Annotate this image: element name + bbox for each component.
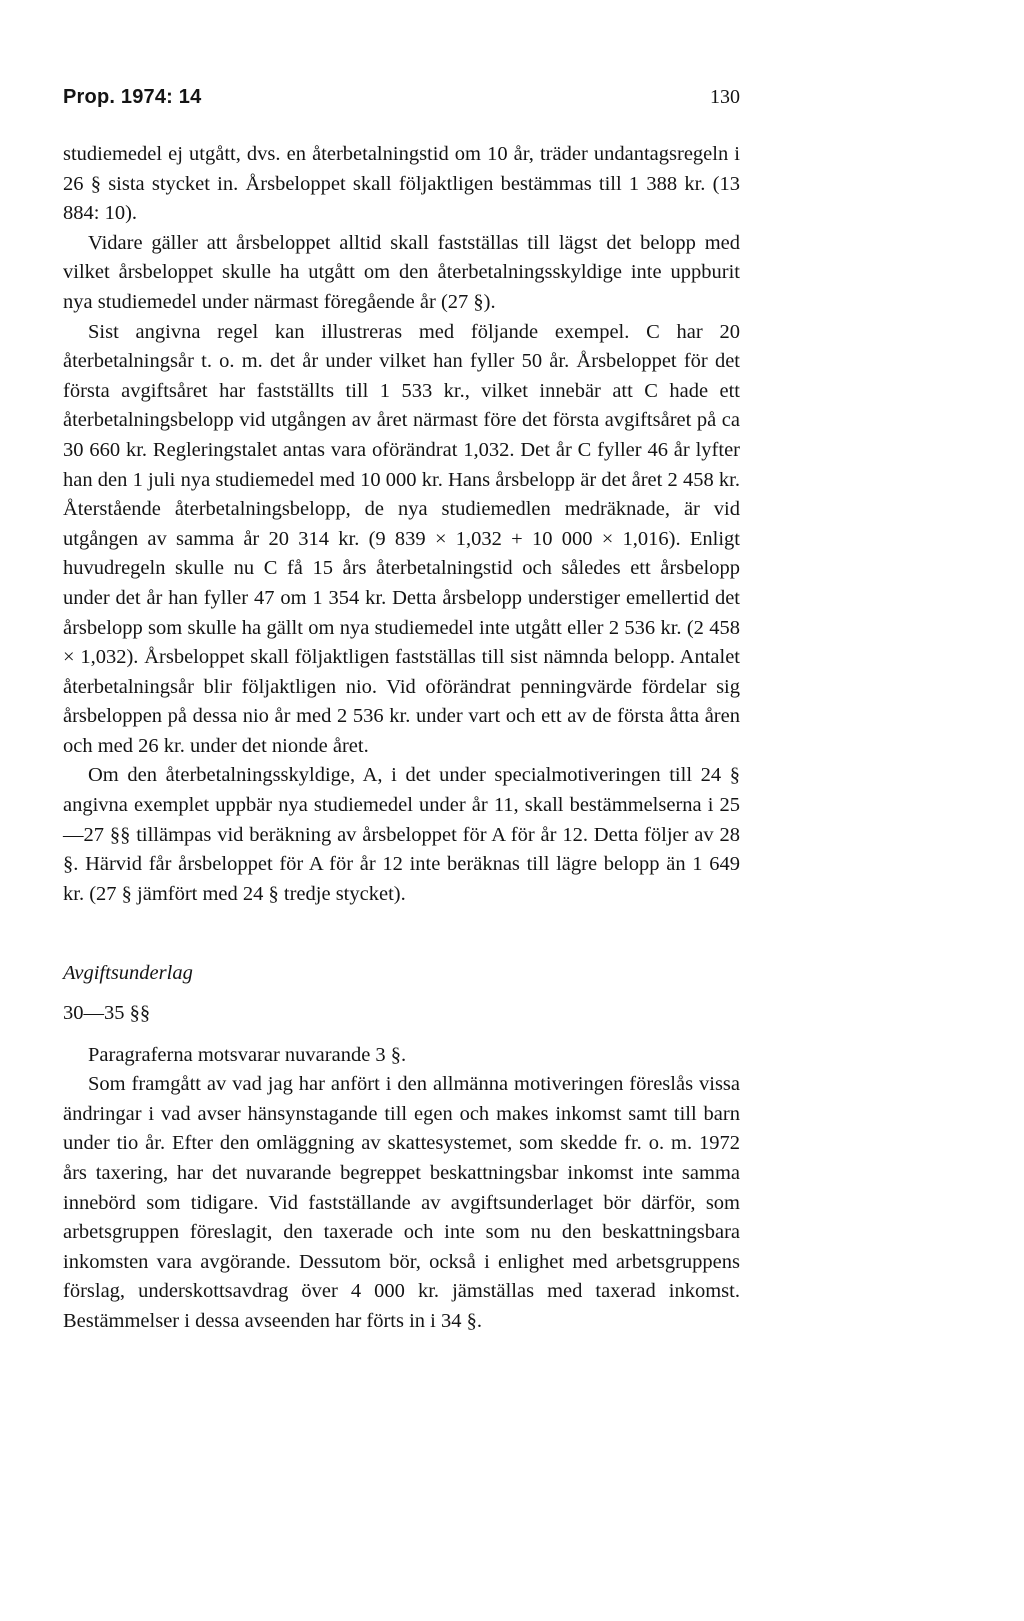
paragraph: Om den återbetalningsskyldige, A, i det under specialmotiveringen till 24 § angivna exemplet uppbär nya studiemedel under år 11, skall bestämmelserna i 25—27 §§ tillämpas vid beräkning av årsbeloppet för A för år 12. Detta följer av 28 §. Härvid får årsbeloppet för A för år 12 inte beräknas till lägre belopp än 1 649 kr. (27 § jämfört med 24 § tredje stycket). [63, 764, 740, 905]
paragraph: Sist angivna regel kan illustreras med följande exempel. C har 20 återbetalningsår t. o. m. det år under vilket han fyller 50 år. Årsbeloppet för det första avgiftsåret har fastställts till 1 533 kr., vilket innebär att C hade ett återbetalningsbelopp vid utgången av året närmast före det första avgiftsåret på ca 30 660 kr. Regleringstalet antas vara oförändrat 1,032. Det år C fyller 46 år lyfter han den 1 juli nya studiemedel med 10 000 kr. Hans årsbelopp är det året 2 458 kr. Återstående återbetalningsbelopp, de nya studiemedlen medräknade, är vid utgången av samma år 20 314 kr. (9 839 × 1,032 + 10 000 × 1,016). Enligt huvudregeln skulle nu C få 15 års återbetalningstid och således ett årsbelopp under det år han fyller 47 om 1 354 kr. Detta årsbelopp understiger emellertid det årsbelopp som skulle ha gällt om nya studiemedel inte utgått eller 2 536 kr. (2 458 × 1,032). Årsbeloppet skall följaktligen fastställas till sist nämnda belopp. Antalet återbetalningsår blir följaktligen nio. Vid oförändrat penningvärde fördelar sig årsbeloppen på dessa nio år med 2 536 kr. under vart och ett av de första åtta åren och med 26 kr. under det nionde året. [63, 320, 740, 757]
page-number: 130 [710, 86, 740, 108]
paragraph-continuation: studiemedel ej utgått, dvs. en återbetalningstid om 10 år, träder undantagsregeln i 26 § sista stycket in. Årsbeloppet skall följaktligen bestämmas till 1 388 kr. (13 884: 10). [63, 143, 740, 225]
publication-title: Prop. 1974: 14 [63, 86, 202, 108]
paragraph: Vidare gäller att årsbeloppet alltid skall fastställas till lägst det belopp med vilket årsbeloppet skulle ha utgått om den återbetalningsskyldige inte uppburit nya studiemedel under närmast föregående år (27 §). [63, 231, 740, 313]
document-body [63, 140, 740, 1337]
paragraph: Paragraferna motsvarar nuvarande 3 §. [88, 1043, 407, 1066]
section-reference: 30—35 §§ [63, 1002, 151, 1025]
section-heading: Avgiftsunderlag [63, 962, 193, 985]
paragraph: Som framgått av vad jag har anfört i den allmänna motiveringen föreslås vissa ändringar i vad avser hänsynstagande till egen och makes inkomst samt till barn under tio år. Efter den omläggning av skattesystemet, som skedde fr. o. m. 1972 års taxering, har det nuvarande begreppet beskattningsbar inkomst inte samma innebörd som tidigare. Vid fastställande av avgiftsunderlaget bör därför, som arbetsgruppen föreslagit, den taxerade och inte som nu den beskattningsbara inkomsten vara avgörande. Dessutom bör, också i enlighet med arbetsgruppens förslag, underskottsavdrag över 4 000 kr. jämställas med taxerad inkomst. Bestämmelser i dessa avseenden har förts in i 34 §. [63, 1073, 740, 1332]
page-header [63, 86, 740, 116]
